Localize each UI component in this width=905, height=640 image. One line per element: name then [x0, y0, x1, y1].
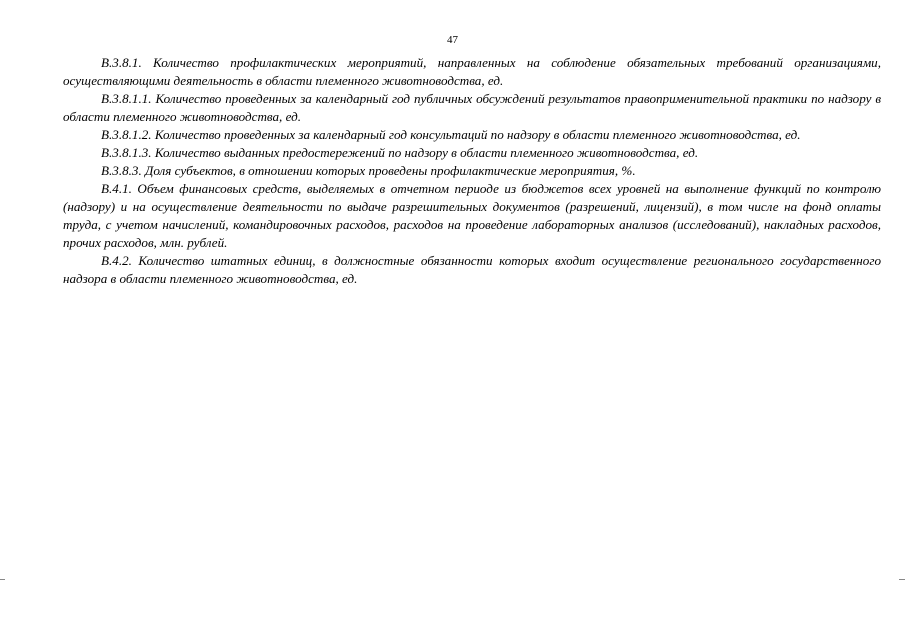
paragraph-b-4-1: В.4.1. Объем финансовых средств, выделяемых в отчетном периоде из бюджетов всех уровней на выполнение функций по контролю (надзору) и на осуществление деятельности по выдаче разрешительных документов (разрешений, лицензий), в том числе на фонд оплаты труда, с учетом начислений, командировочных расходов, расходов на проведение лабораторных анализов (исследований), накладных расходов, прочих расходов, млн. рублей. [63, 181, 881, 250]
page-number: 47 [447, 34, 458, 46]
paragraph-b-3-8-1-1: В.3.8.1.1. Количество проведенных за календарный год публичных обсуждений результатов правоприменительной практики по надзору в области племенного животноводства, ед. [63, 91, 881, 124]
document-body [63, 54, 881, 288]
paragraph-b-3-8-1-3: В.3.8.1.3. Количество выданных предостережений по надзору в области племенного животноводства, ед. [101, 145, 699, 160]
paragraph-b-4-2: В.4.2. Количество штатных единиц, в должностные обязанности которых входит осуществление регионального государственного надзора в области племенного животноводства, ед. [63, 253, 881, 286]
paragraph-b-3-8-1: В.3.8.1. Количество профилактических мероприятий, направленных на соблюдение обязательных требований организациями, осуществляющими деятельность в области племенного животноводства, ед. [63, 55, 881, 88]
scan-edge-mark-left [0, 579, 5, 580]
scan-edge-mark-right [899, 579, 905, 580]
paragraph-b-3-8-3: В.3.8.3. Доля субъектов, в отношении которых проведены профилактические мероприятия, %. [101, 163, 636, 178]
paragraph-b-3-8-1-2: В.3.8.1.2. Количество проведенных за календарный год консультаций по надзору в области племенного животноводства, ед. [101, 127, 801, 142]
